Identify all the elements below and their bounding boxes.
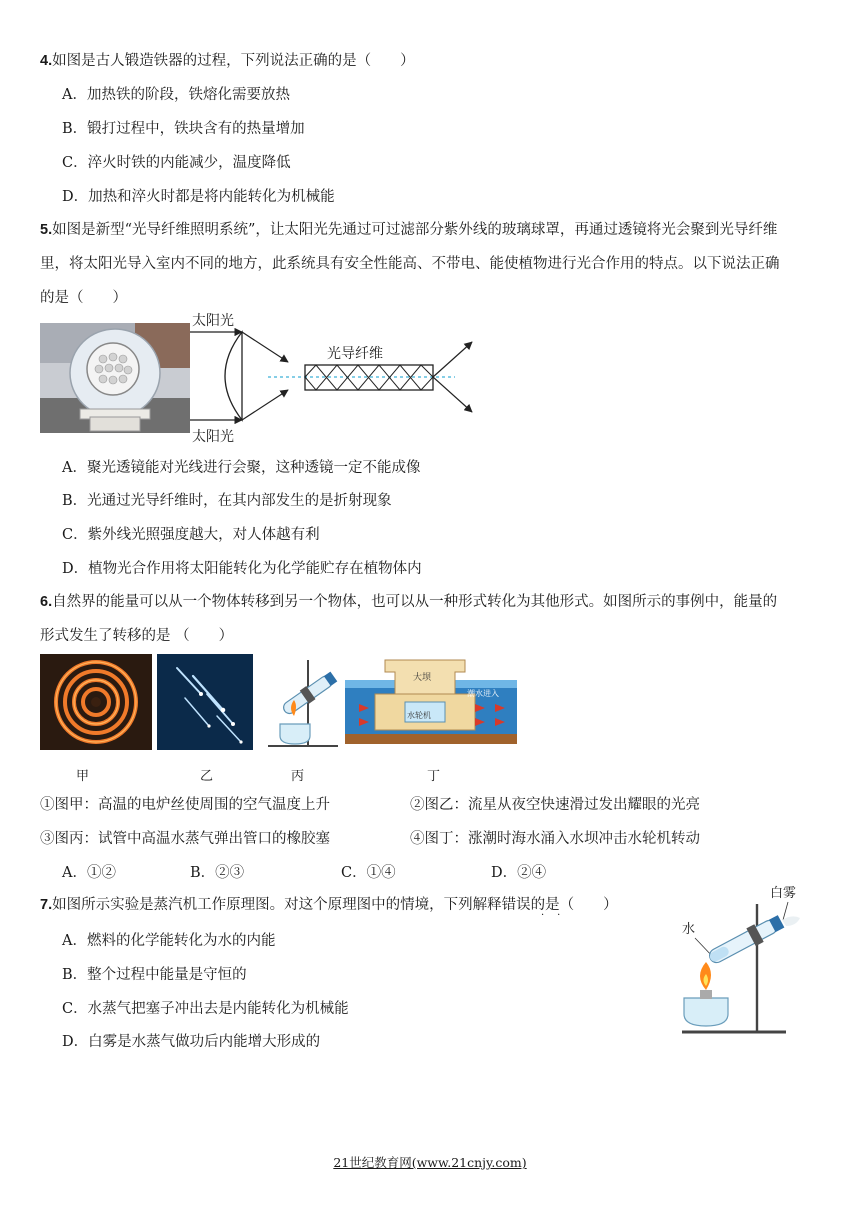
caption-ding: 丁: [427, 769, 441, 784]
q6-choice-d: D．②④: [491, 865, 547, 881]
test-tube-apparatus: [258, 654, 342, 750]
q5-option-b: B．光通过光导纤维时，在其内部发生的是折射现象: [62, 493, 392, 509]
turbine-label: 水轮机: [407, 711, 431, 720]
sunlight-label-top: 太阳光: [192, 313, 234, 329]
fiber-label: 光导纤维: [327, 346, 383, 362]
footer-source[interactable]: 21世纪教育网(www.21cnjy.com): [333, 1155, 527, 1170]
q6-item-2: ②图乙：流星从夜空快速滑过发出耀眼的光亮: [410, 797, 700, 813]
inflow-label: 潮水进入: [467, 689, 499, 698]
q6-item-4: ④图丁：涨潮时海水涌入水坝冲击水轮机转动: [410, 831, 700, 847]
caption-jia: 甲: [76, 769, 90, 784]
question-text: 如图是古人锻造铁器的过程，下列说法正确的是（ ）: [52, 53, 415, 69]
q7-option-d: D．白雾是水蒸气做功后内能增大形成的: [62, 1034, 321, 1050]
question-number: 4.: [40, 53, 53, 69]
question-5-stem-line-2: 里，将太阳光导入室内不同的地方，此系统具有安全性能高、不带电、能使植物进行光合作用的特点。以下说法正确: [40, 256, 780, 272]
question-number: 6.: [40, 594, 53, 610]
fiber-system-photo: [40, 323, 190, 433]
q6-choice-a: A．①②: [62, 865, 116, 881]
question-6-stem-line-1: [40, 590, 777, 611]
caption-bing: 丙: [291, 769, 305, 784]
caption-yi: 乙: [200, 769, 214, 784]
electric-stove-photo: [40, 654, 152, 750]
question-text: 自然界的能量可以从一个物体转移到另一个物体，也可以从一种形式转化为其他形式。如图所示的事例中，能量的: [52, 594, 778, 610]
fiber-diagram: [190, 310, 490, 448]
meteor-photo: [157, 654, 253, 750]
q4-option-c: C．淬火时铁的内能减少，温度降低: [62, 155, 291, 171]
question-5-stem-line-3: 的是（ ）: [40, 290, 127, 306]
question-text: 如图是新型“光导纤维照明系统”，让太阳光先通过可过滤部分紫外线的玻璃球罩，再通过透镜将光会聚到光导纤维: [52, 222, 778, 238]
question-5-stem-line-1: [40, 218, 777, 239]
q5-option-a: A．聚光透镜能对光线进行会聚，这种透镜一定不能成像: [62, 460, 421, 476]
q6-item-3: ③图丙：试管中高温水蒸气弹出管口的橡胶塞: [40, 831, 330, 847]
sunlight-label-bottom: 太阳光: [192, 429, 234, 445]
emphasis-dots: ··: [541, 910, 574, 921]
q6-choice-b: B．②③: [190, 865, 245, 881]
question-6-stem-line-2: 形式发生了转移的是 （ ）: [40, 628, 234, 644]
alcohol-lamp: [684, 998, 728, 1026]
tidal-dam-diagram: [345, 656, 517, 750]
fog-label: 白雾: [770, 886, 797, 901]
question-4-stem: [40, 49, 415, 70]
q4-option-a: A．加热铁的阶段，铁熔化需要放热: [62, 87, 290, 103]
q5-option-c: C．紫外线光照强度越大，对人体越有利: [62, 527, 320, 543]
q4-option-d: D．加热和淬火时都是将内能转化为机械能: [62, 189, 335, 205]
dam-label: 大坝: [413, 673, 432, 683]
steam-engine-apparatus: [670, 880, 810, 1040]
q7-option-a: A．燃料的化学能转化为水的内能: [62, 933, 276, 949]
question-7-stem: [40, 893, 618, 914]
q4-option-b: B．锻打过程中，铁块含有的热量增加: [62, 121, 305, 137]
water-label: 水: [682, 922, 696, 937]
q7-option-b: B．整个过程中能量是守恒的: [62, 967, 247, 983]
q7-option-c: C．水蒸气把塞子冲出去是内能转化为机械能: [62, 1001, 349, 1017]
q6-item-1: ①图甲：高温的电炉丝使周围的空气温度上升: [40, 797, 330, 813]
q6-choice-c: C．①④: [341, 865, 396, 881]
question-number: 7.: [40, 897, 53, 913]
question-number: 5.: [40, 222, 53, 238]
q5-option-d: D．植物光合作用将太阳能转化为化学能贮存在植物体内: [62, 561, 422, 577]
lens: [225, 332, 242, 420]
question-text: 如图所示实验是蒸汽机工作原理图。对这个原理图中的情境，下列解释错误的是（ ）: [52, 897, 618, 913]
